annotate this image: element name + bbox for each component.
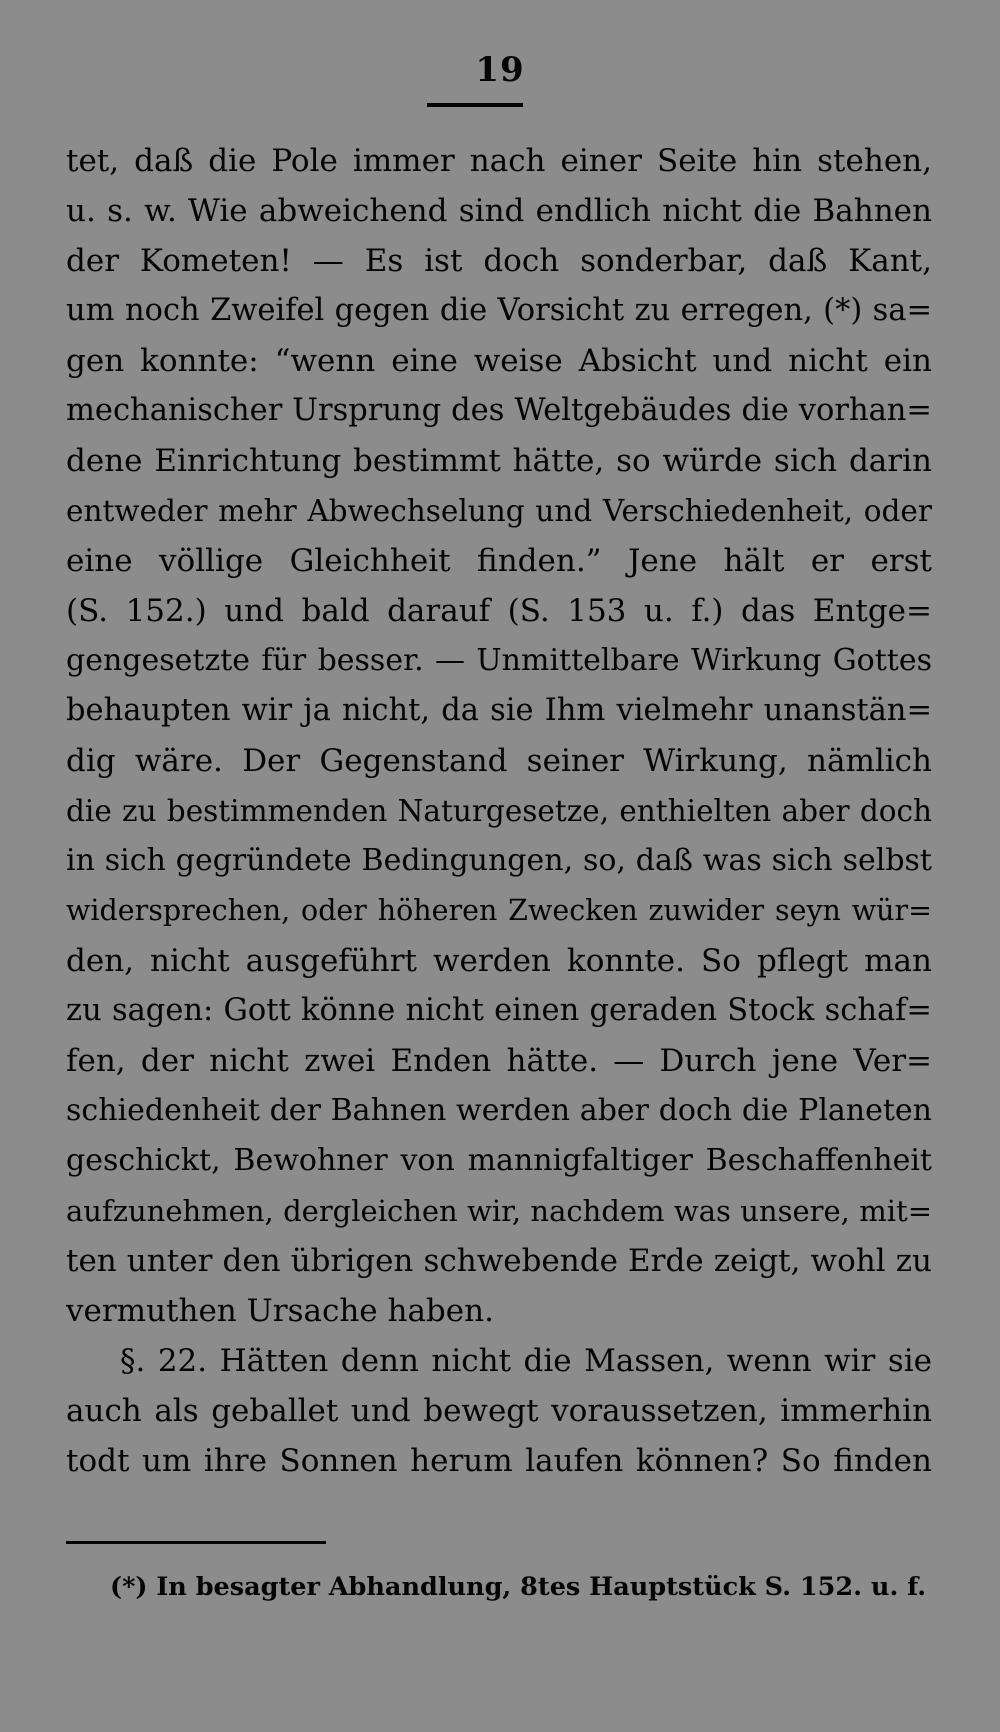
- text-line: dene Einrichtung bestimmt hätte, so würde sich darin: [66, 443, 932, 479]
- text-line: u. s. w. Wie abweichend sind endlich nicht die Bahnen: [66, 193, 932, 229]
- text-line: zu sagen: Gott könne nicht einen geraden Stock schaf=: [66, 993, 932, 1028]
- text-line: widersprechen, oder höheren Zwecken zuwider seyn wür=: [66, 894, 932, 927]
- text-line: die zu bestimmenden Naturgesetze, enthielten aber doch: [66, 794, 932, 828]
- text-line: schiedenheit der Bahnen werden aber doch die Planeten: [66, 1093, 932, 1128]
- text-line: der Kometen! — Es ist doch sonderbar, daß Kant,: [66, 243, 932, 279]
- text-line: dig wäre. Der Gegenstand seiner Wirkung, nämlich: [66, 743, 932, 779]
- text-line: todt um ihre Sonnen herum laufen können? So finden: [66, 1443, 932, 1479]
- footnote-rule: [66, 1541, 326, 1544]
- text-line: in sich gegründete Bedingungen, so, daß was sich selbst: [66, 843, 932, 878]
- text-line: aufzunehmen, dergleichen wir, nachdem was unsere, mit=: [66, 1194, 932, 1228]
- text-line: eine völlige Gleichheit finden.” Jene hält er erst: [66, 543, 932, 579]
- text-line: den, nicht ausgeführt werden konnte. So pflegt man: [66, 943, 932, 979]
- header-rule: [427, 103, 523, 107]
- body-text: [66, 136, 932, 1486]
- text-line: auch als geballet und bewegt voraussetzen, immerhin: [66, 1393, 932, 1429]
- text-line: behaupten wir ja nicht, da sie Ihm vielmehr unanstän=: [66, 693, 932, 728]
- text-line: ten unter den übrigen schwebende Erde zeigt, wohl zu: [66, 1243, 932, 1279]
- text-line: um noch Zweifel gegen die Vorsicht zu erregen, (*) sa=: [66, 293, 932, 328]
- text-line: (S. 152.) und bald darauf (S. 153 u. f.) das Entge=: [66, 593, 932, 629]
- text-line: entweder mehr Abwechselung und Verschiedenheit, oder: [66, 494, 932, 528]
- text-line: fen, der nicht zwei Enden hätte. — Durch jene Ver=: [66, 1043, 932, 1079]
- text-line: gengesetzte für besser. — Unmittelbare Wirkung Gottes: [66, 643, 932, 678]
- text-line: tet, daß die Pole immer nach einer Seite hin stehen,: [66, 143, 932, 179]
- text-line: vermuthen Ursache haben.: [66, 1293, 494, 1329]
- page-number: 19: [475, 50, 525, 90]
- text-line: gen konnte: “wenn eine weise Absicht und nicht ein: [66, 343, 932, 379]
- text-line: mechanischer Ursprung des Weltgebäudes die vorhan=: [66, 393, 932, 428]
- footnote: (*) In besagter Abhandlung, 8tes Hauptstück S. 152. u. f.: [110, 1572, 927, 1602]
- paragraph-start-line: §. 22. Hätten denn nicht die Massen, wenn wir sie: [120, 1343, 932, 1379]
- text-line: geschickt, Bewohner von mannigfaltiger Beschaffenheit: [66, 1143, 932, 1178]
